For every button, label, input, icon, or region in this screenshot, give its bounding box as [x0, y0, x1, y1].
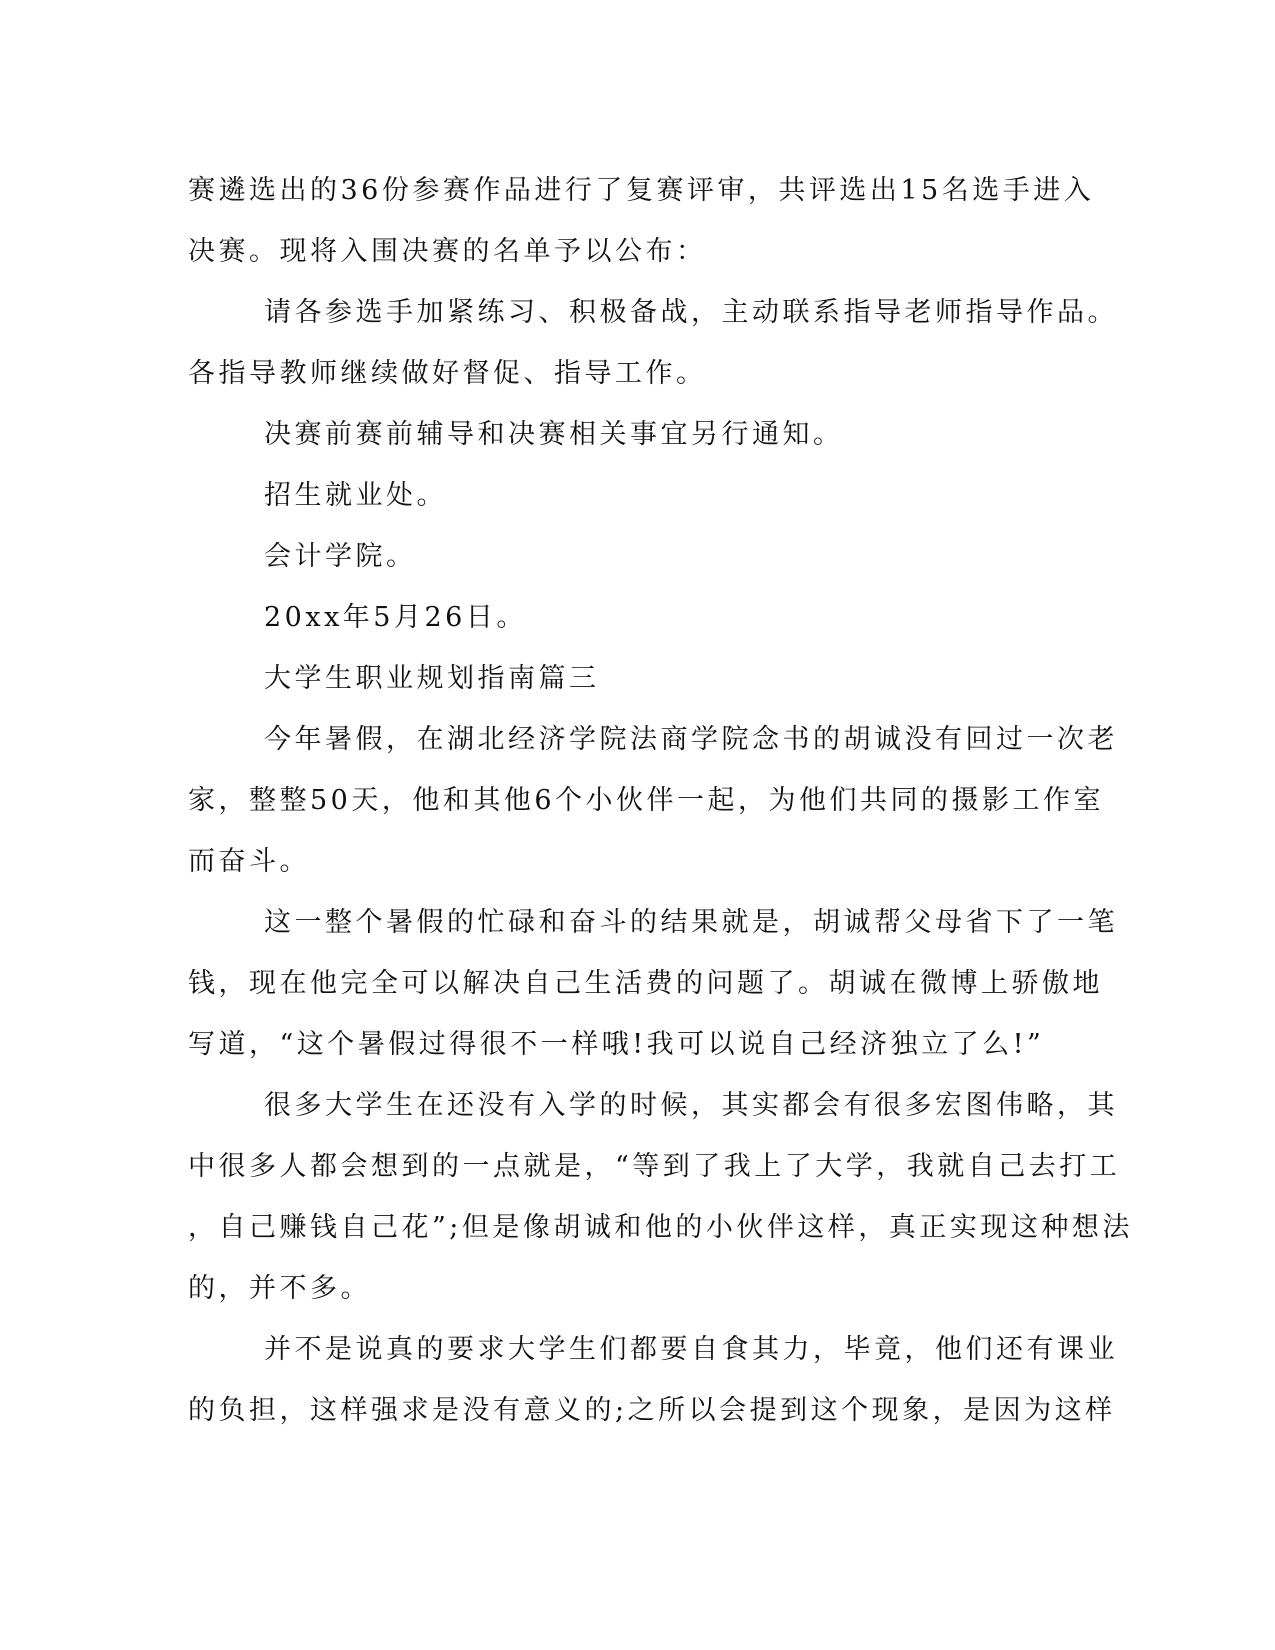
text-line: 中很多人都会想到的一点就是，“等到了我上了大学，我就自己去打工: [188, 1151, 1121, 1182]
text-line: 20xx年5月26日。: [264, 602, 527, 633]
text-line: 的负担，这样强求是没有意义的;之所以会提到这个现象，是因为这样: [188, 1395, 1116, 1426]
text-line: 招生就业处。: [264, 480, 447, 511]
text-line: ，自己赚钱自己花”;但是像胡诚和他的小伙伴这样，真正实现这种想法: [188, 1212, 1133, 1243]
text-line: 钱，现在他完全可以解决自己生活费的问题了。胡诚在微博上骄傲地: [188, 968, 1103, 999]
text-line: 家，整整50天，他和其他6个小伙伴一起，为他们共同的摄影工作室: [188, 785, 1105, 816]
text-line: 这一整个暑假的忙碌和奋斗的结果就是，胡诚帮父母省下了一笔: [264, 907, 1118, 938]
text-line: 的，并不多。: [188, 1273, 371, 1304]
text-line: 各指导教师继续做好督促、指导工作。: [188, 358, 707, 389]
text-line: 赛遴选出的36份参赛作品进行了复赛评审，共评选出15名选手进入: [188, 175, 1095, 206]
text-line: 并不是说真的要求大学生们都要自食其力，毕竟，他们还有课业: [264, 1334, 1118, 1365]
text-line: 而奋斗。: [188, 846, 310, 877]
text-line: 决赛前赛前辅导和决赛相关事宜另行通知。: [264, 419, 844, 450]
document-body: [188, 160, 1133, 1441]
text-line: 请各参选手加紧练习、积极备战，主动联系指导老师指导作品。: [264, 297, 1118, 328]
text-line: 写道，“这个暑假过得很不一样哦!我可以说自己经济独立了么!”: [188, 1029, 1045, 1060]
text-line: 决赛。现将入围决赛的名单予以公布：: [188, 236, 707, 267]
text-line: 会计学院。: [264, 541, 417, 572]
text-line: 今年暑假，在湖北经济学院法商学院念书的胡诚没有回过一次老: [264, 724, 1118, 755]
text-line: 很多大学生在还没有入学的时候，其实都会有很多宏图伟略，其: [264, 1090, 1118, 1121]
section-heading: 大学生职业规划指南篇三: [264, 663, 600, 694]
